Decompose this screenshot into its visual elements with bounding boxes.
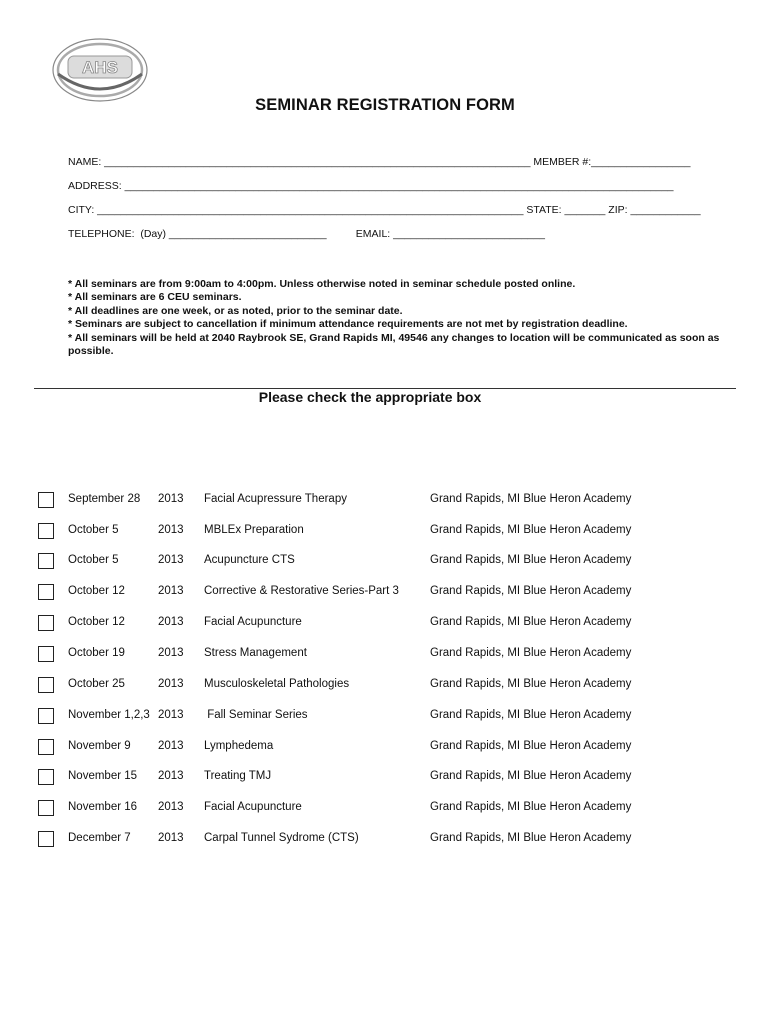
seminar-year: 2013 <box>158 554 184 566</box>
seminar-location: Grand Rapids, MI Blue Heron Academy <box>430 832 632 844</box>
seminar-year: 2013 <box>158 647 184 659</box>
seminar-year: 2013 <box>158 740 184 752</box>
seminar-location: Grand Rapids, MI Blue Heron Academy <box>430 585 632 597</box>
seminar-year: 2013 <box>158 709 184 721</box>
page-title: SEMINAR REGISTRATION FORM <box>255 96 515 114</box>
seminar-year: 2013 <box>158 832 184 844</box>
seminar-date: November 16 <box>68 801 138 813</box>
seminar-year: 2013 <box>158 801 184 813</box>
seminar-year: 2013 <box>158 493 184 505</box>
seminar-location: Grand Rapids, MI Blue Heron Academy <box>430 616 632 628</box>
telephone-email-field[interactable]: TELEPHONE: (Day) ___________________________ EMAIL: __________________________ <box>68 228 545 240</box>
seminar-location: Grand Rapids, MI Blue Heron Academy <box>430 770 632 782</box>
seminar-checkbox[interactable] <box>38 677 54 693</box>
seminar-location: Grand Rapids, MI Blue Heron Academy <box>430 524 632 536</box>
seminar-year: 2013 <box>158 770 184 782</box>
seminar-row <box>0 799 770 823</box>
note-item: * All deadlines are one week, or as noted, prior to the seminar date. <box>68 304 403 317</box>
seminar-course: Facial Acupuncture <box>204 616 302 628</box>
seminar-date: November 15 <box>68 770 138 782</box>
seminar-location: Grand Rapids, MI Blue Heron Academy <box>430 647 632 659</box>
seminar-date: October 5 <box>68 524 119 536</box>
address-field[interactable]: ADDRESS: ______________________________________________________________________________________________ <box>68 180 674 192</box>
note-item: * All seminars are 6 CEU seminars. <box>68 291 242 304</box>
logo-text: AHS <box>82 58 118 77</box>
seminar-date: November 1,2,3 <box>68 709 150 721</box>
seminar-course: Facial Acupressure Therapy <box>204 493 347 505</box>
seminar-date: November 9 <box>68 740 131 752</box>
seminar-row <box>0 768 770 792</box>
seminar-date: September 28 <box>68 493 141 505</box>
seminar-row <box>0 491 770 515</box>
section-subheading: Please check the appropriate box <box>258 389 482 405</box>
seminar-row <box>0 583 770 607</box>
seminar-year: 2013 <box>158 585 184 597</box>
seminar-location: Grand Rapids, MI Blue Heron Academy <box>430 801 632 813</box>
seminar-course: Carpal Tunnel Sydrome (CTS) <box>204 832 359 844</box>
seminar-course: Corrective & Restorative Series-Part 3 <box>204 585 399 597</box>
seminar-checkbox[interactable] <box>38 831 54 847</box>
seminar-checkbox[interactable] <box>38 800 54 816</box>
seminar-year: 2013 <box>158 678 184 690</box>
seminar-location: Grand Rapids, MI Blue Heron Academy <box>430 554 632 566</box>
seminar-date: October 5 <box>68 554 119 566</box>
seminar-checkbox[interactable] <box>38 553 54 569</box>
note-item: * All seminars will be held at 2040 Raybrook SE, Grand Rapids MI, 49546 any changes to location will be communicated as soon as possible. <box>68 331 720 358</box>
seminar-row <box>0 645 770 669</box>
seminar-notes <box>68 278 738 358</box>
seminar-checkbox[interactable] <box>38 615 54 631</box>
seminar-course: MBLEx Preparation <box>204 524 304 536</box>
seminar-course: Fall Seminar Series <box>204 709 308 721</box>
seminar-date: October 12 <box>68 616 125 628</box>
seminar-row <box>0 522 770 546</box>
seminar-date: December 7 <box>68 832 131 844</box>
seminar-row <box>0 676 770 700</box>
seminar-year: 2013 <box>158 524 184 536</box>
seminar-checkbox[interactable] <box>38 492 54 508</box>
seminar-location: Grand Rapids, MI Blue Heron Academy <box>430 740 632 752</box>
seminar-course: Facial Acupuncture <box>204 801 302 813</box>
seminar-checkbox[interactable] <box>38 646 54 662</box>
seminar-row <box>0 707 770 731</box>
note-item: * All seminars are from 9:00am to 4:00pm. Unless otherwise noted in seminar schedule posted online. <box>68 278 576 290</box>
seminar-checkbox[interactable] <box>38 769 54 785</box>
seminar-checkbox[interactable] <box>38 584 54 600</box>
note-item: * Seminars are subject to cancellation if minimum attendance requirements are not met by registration deadline. <box>68 318 628 331</box>
seminar-checkbox[interactable] <box>38 523 54 539</box>
seminar-course: Acupuncture CTS <box>204 554 295 566</box>
seminar-location: Grand Rapids, MI Blue Heron Academy <box>430 493 632 505</box>
seminar-checkbox[interactable] <box>38 739 54 755</box>
name-member-field[interactable]: NAME: _________________________________________________________________________ MEMBER #:_________________ <box>68 156 691 168</box>
seminar-checkbox[interactable] <box>38 708 54 724</box>
seminar-year: 2013 <box>158 616 184 628</box>
seminar-course: Stress Management <box>204 647 307 659</box>
seminar-course: Treating TMJ <box>204 770 272 782</box>
seminar-date: October 19 <box>68 647 125 659</box>
seminar-date: October 12 <box>68 585 125 597</box>
seminar-row <box>0 738 770 762</box>
seminar-row <box>0 552 770 576</box>
city-state-zip-field[interactable]: CITY: _________________________________________________________________________ STATE: _______ ZIP: ____________ <box>68 204 701 216</box>
seminar-row <box>0 614 770 638</box>
seminar-date: October 25 <box>68 678 125 690</box>
seminar-location: Grand Rapids, MI Blue Heron Academy <box>430 678 632 690</box>
organization-logo <box>50 34 150 104</box>
seminar-course: Lymphedema <box>204 740 274 752</box>
seminar-row <box>0 830 770 854</box>
seminar-course: Musculoskeletal Pathologies <box>204 678 350 690</box>
seminar-location: Grand Rapids, MI Blue Heron Academy <box>430 709 632 721</box>
